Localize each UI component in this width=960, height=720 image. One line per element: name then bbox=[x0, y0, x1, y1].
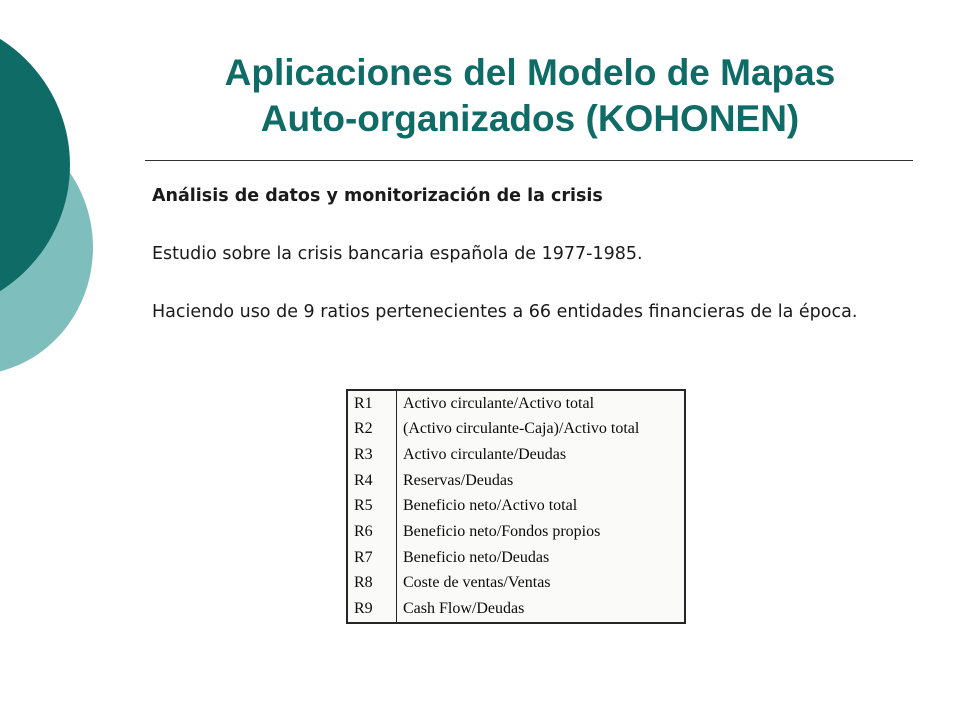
ratio-formula: Coste de ventas/Ventas bbox=[403, 574, 551, 592]
ratio-code: R3 bbox=[348, 442, 397, 468]
ratio-code: R5 bbox=[348, 494, 397, 520]
slide-title bbox=[145, 50, 915, 142]
ratio-formula: Beneficio neto/Deudas bbox=[403, 548, 550, 566]
paragraph-study: Estudio sobre la crisis bancaria española de 1977-1985. bbox=[152, 244, 643, 264]
paragraph-ratios: Haciendo uso de 9 ratios pertenecientes a 66 entidades financieras de la época. bbox=[152, 302, 858, 322]
ratio-code: R7 bbox=[348, 545, 397, 571]
slide-body bbox=[152, 182, 906, 356]
title-divider bbox=[145, 160, 913, 161]
ratio-formula: (Activo circulante-Caja)/Activo total bbox=[403, 420, 640, 438]
ratio-code: R9 bbox=[348, 596, 397, 622]
slide-title-line-2: Auto-organizados (KOHONEN) bbox=[260, 98, 800, 139]
ratio-row-r4 bbox=[348, 468, 684, 494]
ratio-row-r8 bbox=[348, 571, 684, 597]
ratio-code: R4 bbox=[348, 468, 397, 494]
slide-title-line-1: Aplicaciones del Modelo de Mapas bbox=[224, 52, 836, 93]
ratio-row-r1 bbox=[348, 391, 684, 417]
ratio-formula: Activo circulante/Activo total bbox=[403, 394, 595, 412]
section-heading: Análisis de datos y monitorización de la crisis bbox=[152, 186, 603, 206]
ratio-row-r9 bbox=[348, 596, 684, 622]
ratio-code: R8 bbox=[348, 571, 397, 597]
ratio-row-r6 bbox=[348, 519, 684, 545]
ratio-formula: Reservas/Deudas bbox=[403, 471, 514, 489]
ratio-row-r3 bbox=[348, 442, 684, 468]
ratio-formula: Cash Flow/Deudas bbox=[403, 600, 525, 618]
ratio-row-r5 bbox=[348, 494, 684, 520]
ratio-formula: Beneficio neto/Fondos propios bbox=[403, 523, 601, 541]
ratio-formula: Beneficio neto/Activo total bbox=[403, 497, 578, 515]
ratio-code: R2 bbox=[348, 417, 397, 443]
ratio-formula: Activo circulante/Deudas bbox=[403, 446, 567, 464]
ratio-code: R1 bbox=[348, 391, 397, 417]
ratio-row-r2 bbox=[348, 417, 684, 443]
ratio-row-r7 bbox=[348, 545, 684, 571]
ratios-table-image bbox=[346, 389, 686, 624]
ratios-table bbox=[348, 391, 684, 622]
ratio-code: R6 bbox=[348, 519, 397, 545]
